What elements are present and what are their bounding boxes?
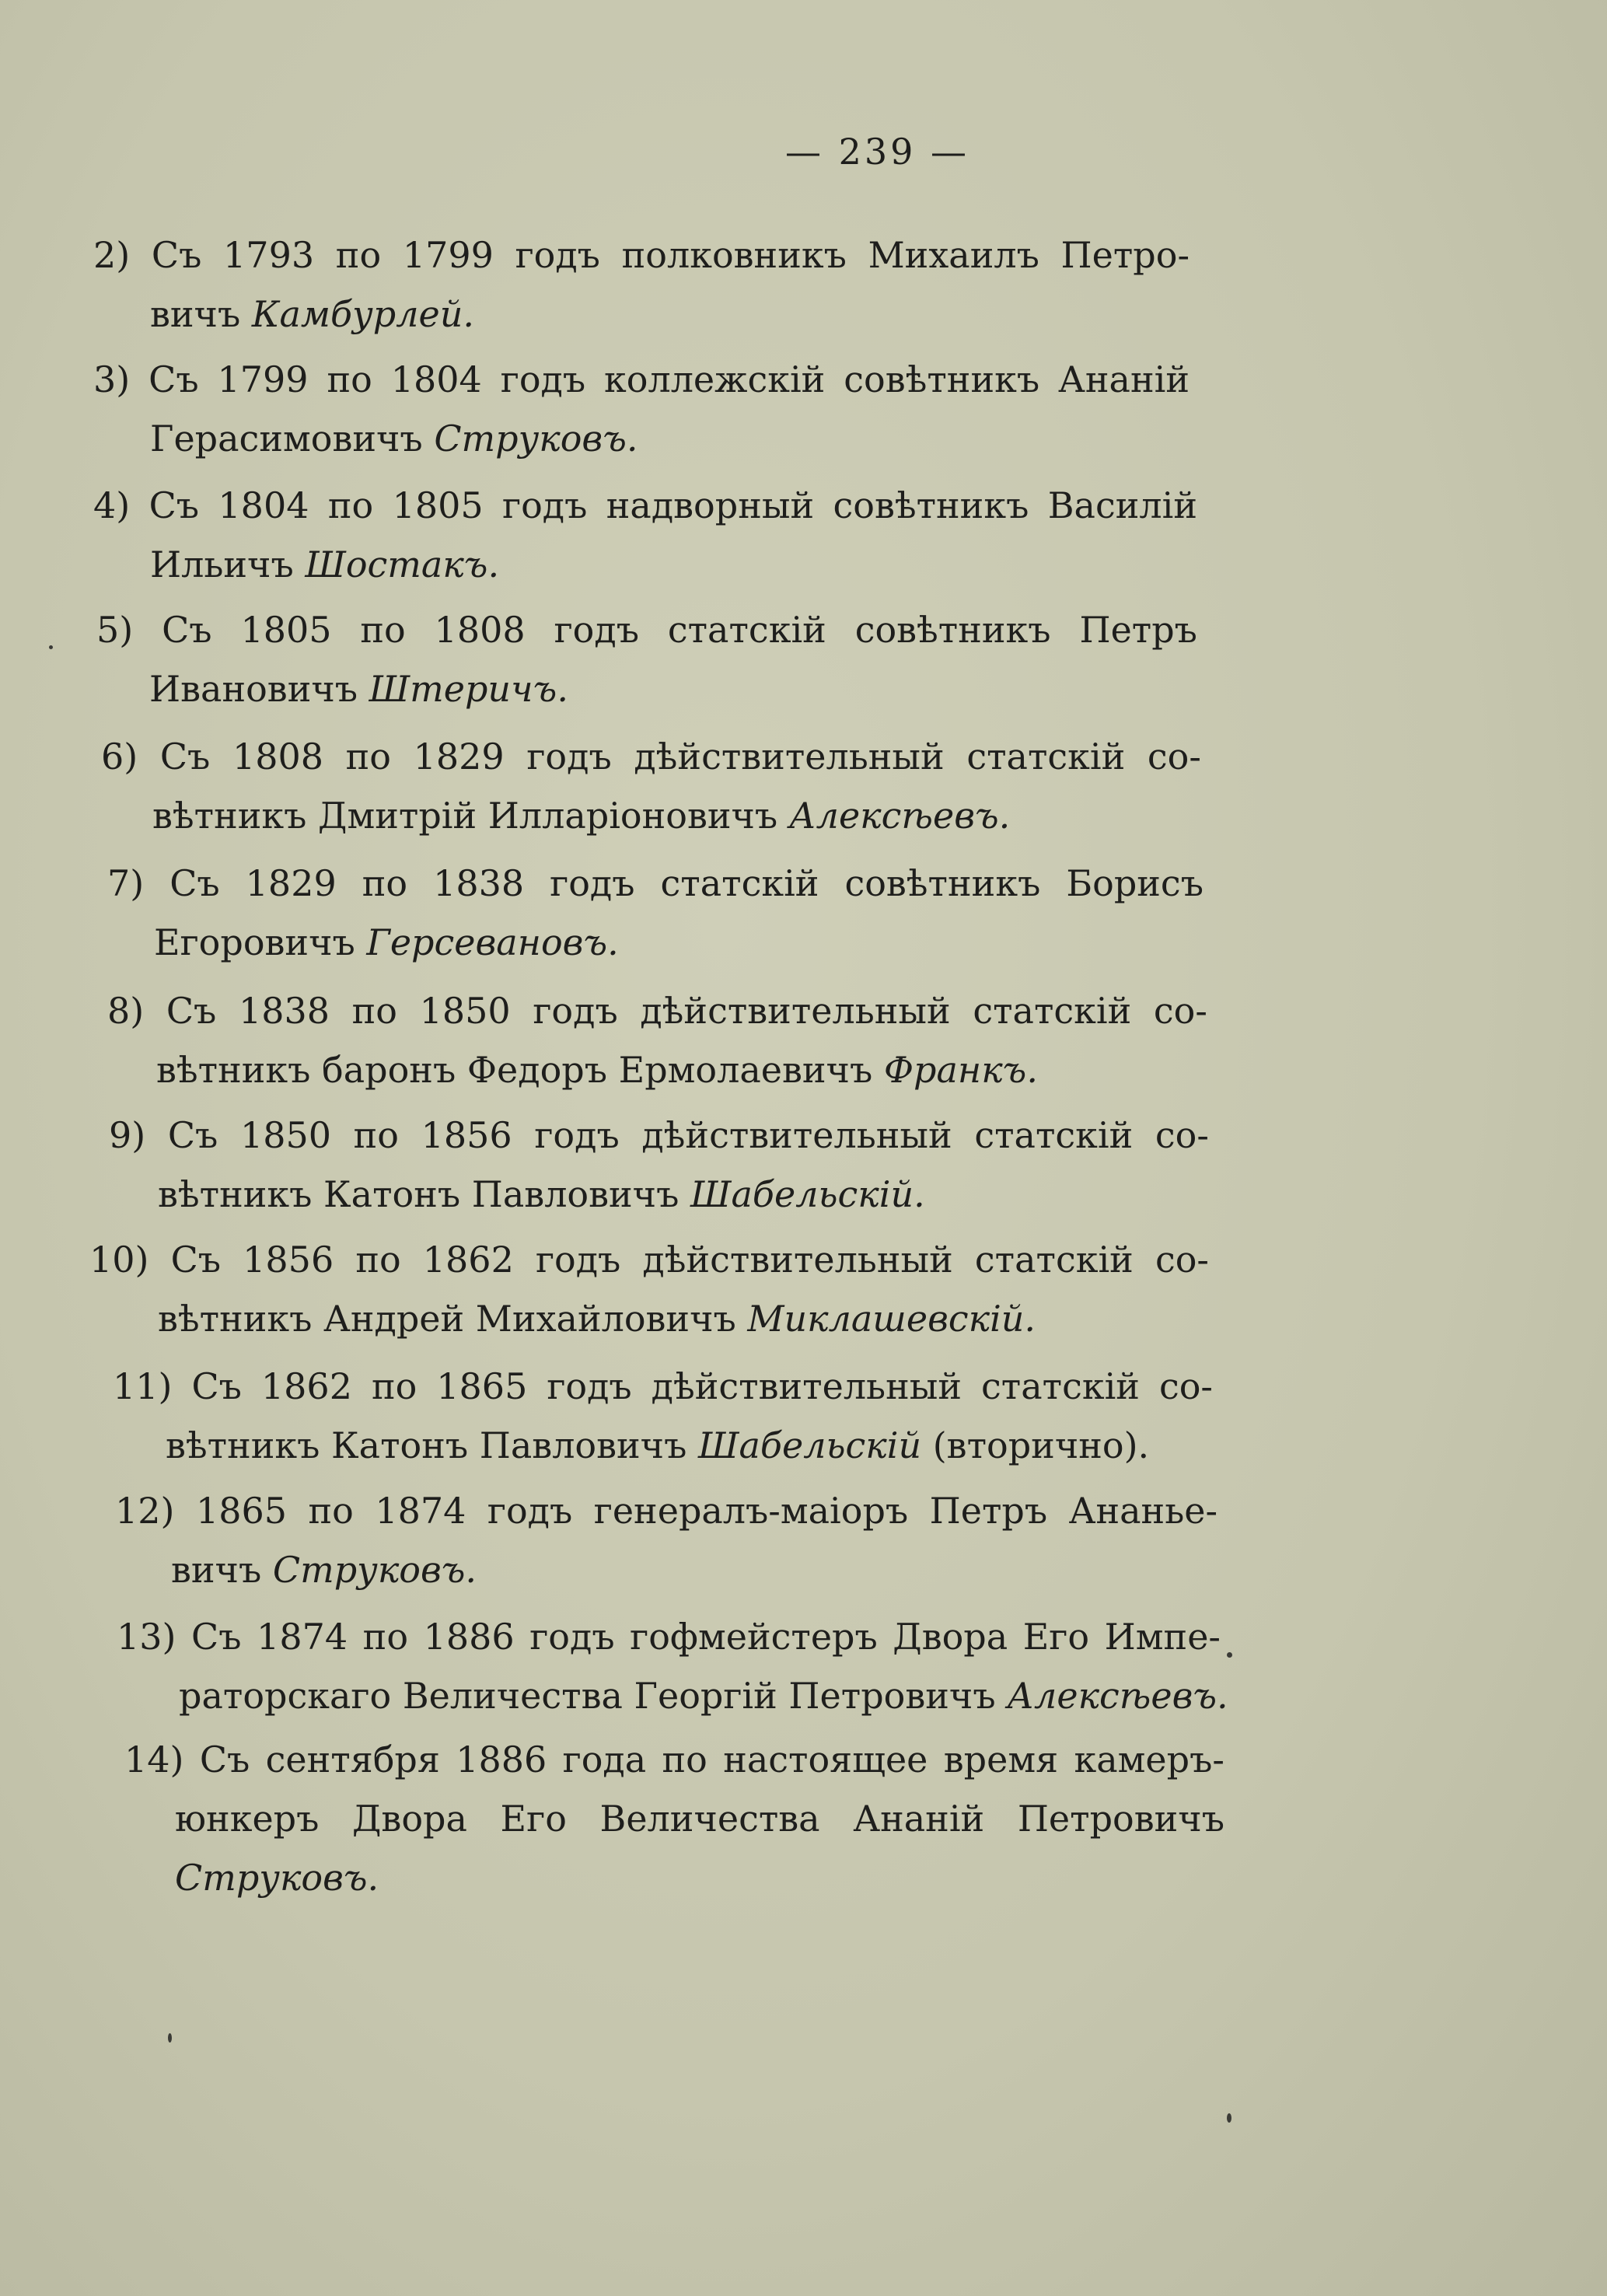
entry-word: камеръ- (1074, 1739, 1224, 1781)
person-surname: Шабельскій. (690, 1173, 925, 1215)
entry-second-line (117, 1666, 1228, 1725)
entry-word: дѣйствительный (651, 1365, 962, 1407)
entry-word: статскій (966, 736, 1126, 778)
entry-word: юнкеръ (175, 1798, 320, 1840)
entry-word: дѣйствительный (641, 1114, 952, 1156)
entry-second-line (93, 535, 1197, 594)
entry-word: Съ (191, 1365, 242, 1407)
entry-word: Петровичъ (1017, 1798, 1224, 1840)
page-header (0, 131, 1607, 185)
person-surname: Штеричъ. (369, 668, 568, 710)
entry-word: годъ (550, 862, 635, 904)
entry-number: 9) (109, 1114, 146, 1156)
entry-word: Петро- (1060, 234, 1190, 276)
entry-first-line (96, 600, 1197, 659)
entry-word: годъ (500, 358, 586, 400)
entry-word: годъ (515, 234, 600, 276)
entry-word: 1874 (375, 1490, 466, 1532)
entry-text: Ильичъ (150, 543, 294, 585)
entry-word: коллежскій (604, 358, 826, 400)
list-item (93, 350, 1190, 468)
list-item (101, 727, 1201, 845)
entry-second-line (101, 786, 1201, 845)
entry-first-line (93, 350, 1190, 409)
entry-second-line (96, 659, 1197, 718)
entry-word: Ананій (853, 1798, 985, 1840)
entry-word: 1865 (436, 1365, 528, 1407)
entry-word: Съ (162, 609, 212, 651)
person-surname: Алексѣевъ. (788, 795, 1011, 837)
entry-word: Съ (199, 1739, 250, 1781)
entry-word: по (308, 1490, 354, 1532)
entry-word: годъ (535, 1239, 621, 1281)
entry-number: 13) (117, 1616, 176, 1658)
entry-word: настоящее (723, 1739, 928, 1781)
person-surname: Герсевановъ. (366, 921, 619, 963)
entry-text: Егоровичъ (154, 921, 355, 963)
entry-word: 1856 (421, 1114, 512, 1156)
list-item (117, 1607, 1228, 1725)
entry-word: по (351, 990, 397, 1032)
entry-word: статскій (667, 609, 826, 651)
entry-second-line (115, 1540, 1217, 1599)
person-surname: Струковъ. (434, 418, 638, 460)
entry-word: 1829 (245, 862, 337, 904)
entry-word: Михаилъ (868, 234, 1039, 276)
entry-word: 1799 (402, 234, 494, 276)
entry-word: по (353, 1114, 399, 1156)
entry-text: вѣтникъ Дмитрій Илларіоновичъ (152, 795, 778, 837)
entry-word: дѣйствительный (640, 990, 951, 1032)
entry-word: со- (1147, 736, 1201, 778)
list-item (89, 1230, 1209, 1348)
entry-word: 1850 (239, 1114, 332, 1156)
entry-word: годъ (547, 1365, 632, 1407)
entry-first-line (113, 1357, 1213, 1416)
person-surname: Струковъ. (272, 1549, 477, 1591)
person-surname: Шабельскій (697, 1424, 922, 1466)
entry-word: надворный (606, 484, 815, 526)
person-surname: Миклашевскій. (747, 1298, 1036, 1340)
entry-word: статскій (660, 862, 819, 904)
entry-word: 1829 (413, 736, 505, 778)
list-item (109, 1106, 1209, 1224)
entry-word: Съ (191, 1616, 242, 1658)
list-item (96, 600, 1197, 718)
entry-word: 1865 (195, 1490, 288, 1532)
list-item (107, 981, 1207, 1099)
entry-second-line (107, 913, 1204, 972)
entry-word: годъ (502, 484, 588, 526)
entry-number: 3) (93, 358, 131, 400)
entry-text: вѣтникъ Катонъ Павловичъ (158, 1173, 679, 1215)
person-surname: Камбурлей. (251, 293, 475, 335)
entry-word: сентября (265, 1739, 440, 1781)
entry-word: статскій (974, 1239, 1134, 1281)
entry-word: Величества (599, 1798, 820, 1840)
entry-word: по (327, 484, 374, 526)
entry-number: 4) (93, 484, 131, 526)
entry-word: 1808 (232, 736, 324, 778)
list-item (93, 225, 1190, 344)
entry-word: годъ (526, 736, 612, 778)
entry-word: Двора (352, 1798, 467, 1840)
entry-text: вѣтникъ Андрей Михайловичъ (158, 1298, 736, 1340)
entry-word: статскій (981, 1365, 1140, 1407)
entry-text: вичъ (150, 293, 241, 335)
list-item (115, 1481, 1217, 1599)
entry-first-line (89, 1230, 1209, 1289)
ink-speck (1227, 1652, 1232, 1658)
entry-word: по (355, 1239, 401, 1281)
entry-second-line (113, 1416, 1213, 1475)
entry-second-line (93, 409, 1190, 468)
entry-first-line (117, 1607, 1221, 1666)
entry-first-line (107, 981, 1207, 1040)
entry-word: Ананій (1058, 358, 1190, 400)
entry-word: 1808 (434, 609, 526, 651)
entry-number: 11) (113, 1365, 173, 1407)
entry-word: по (362, 1616, 409, 1658)
entry-word: совѣтникъ (833, 484, 1029, 526)
entry-word: 1804 (218, 484, 309, 526)
entry-word: 1856 (243, 1239, 334, 1281)
entry-second-line (109, 1165, 1209, 1224)
entry-word: Василій (1047, 484, 1197, 526)
entry-word: Импе- (1104, 1616, 1221, 1658)
page-number: — 239 — (784, 131, 970, 173)
entry-number: 6) (101, 736, 138, 778)
entry-first-line (101, 727, 1201, 786)
entry-word: 1838 (433, 862, 525, 904)
entry-word: 1886 (456, 1739, 547, 1781)
entry-word: годъ (487, 1490, 573, 1532)
entry-word: Петръ (1079, 609, 1197, 651)
entry-second-line (124, 1789, 1224, 1848)
entry-word: по (327, 358, 372, 400)
entry-word: по (662, 1739, 707, 1781)
entry-text: раторскаго Величества Георгій Петровичъ (179, 1675, 996, 1717)
entry-word: по (360, 609, 406, 651)
entry-number: 12) (115, 1490, 175, 1532)
entry-word: 1862 (260, 1365, 352, 1407)
entry-text: Герасимовичъ (150, 418, 423, 460)
entry-word: полковникъ (621, 234, 847, 276)
entry-number: 5) (96, 609, 134, 651)
entry-word: 1862 (422, 1239, 514, 1281)
entry-text: вѣтникъ баронъ Федоръ Ермолаевичъ (156, 1049, 873, 1091)
ink-speck (1227, 2113, 1231, 2123)
entry-word: Петръ (929, 1490, 1048, 1532)
person-surname: Струковъ. (175, 1857, 379, 1899)
entry-text: Ивановичъ (149, 668, 358, 710)
entry-word: Съ (169, 862, 220, 904)
entry-word: 1850 (419, 990, 511, 1032)
ink-speck (168, 2033, 172, 2043)
entry-number: 8) (107, 990, 145, 1032)
entry-first-line (93, 225, 1190, 285)
entry-word: со- (1153, 990, 1207, 1032)
entry-number: 7) (107, 862, 145, 904)
entry-word: Съ (151, 234, 202, 276)
entry-word: статскій (973, 990, 1132, 1032)
entry-number: 10) (89, 1239, 149, 1281)
entry-word: 1886 (423, 1616, 515, 1658)
entry-text: вичъ (171, 1549, 262, 1591)
entry-first-line (109, 1106, 1209, 1165)
entry-word: со- (1155, 1114, 1209, 1156)
entry-first-line (115, 1481, 1217, 1540)
entry-word: Борисъ (1066, 862, 1204, 904)
entry-word: годъ (534, 1114, 620, 1156)
entry-number: 14) (124, 1739, 184, 1781)
entry-word: дѣйствительный (642, 1239, 953, 1281)
entry-word: Съ (148, 358, 199, 400)
entry-word: по (345, 736, 391, 778)
entry-word: 1805 (240, 609, 332, 651)
entry-word: по (362, 862, 408, 904)
entry-word: совѣтникъ (844, 358, 1040, 400)
entry-word: годъ (533, 990, 618, 1032)
person-surname: Алексѣевъ. (1007, 1675, 1228, 1717)
person-surname: Франкъ. (883, 1049, 1038, 1091)
entry-number: 2) (93, 234, 131, 276)
entry-word: дѣйствительный (634, 736, 945, 778)
entry-word: по (371, 1365, 417, 1407)
entry-word: Его (1022, 1616, 1090, 1658)
entry-word: 1804 (390, 358, 482, 400)
entry-second-line (89, 1289, 1209, 1348)
entry-word: Съ (170, 1239, 222, 1281)
ink-speck (49, 645, 53, 649)
entry-word: статскій (974, 1114, 1134, 1156)
entry-word: время (943, 1739, 1059, 1781)
entry-word: гофмейстеръ (630, 1616, 878, 1658)
entry-word: 1874 (257, 1616, 348, 1658)
entry-word: Съ (159, 736, 211, 778)
entry-first-line (93, 476, 1197, 535)
entry-note: (вторично). (932, 1424, 1150, 1466)
entry-word: со- (1158, 1365, 1213, 1407)
entry-first-line (124, 1730, 1224, 1789)
entry-word: Ананье- (1068, 1490, 1217, 1532)
entry-word: Съ (166, 990, 217, 1032)
entry-text: вѣтникъ Катонъ Павловичъ (166, 1424, 687, 1466)
entry-word: годъ (529, 1616, 615, 1658)
entry-word: совѣтникъ (844, 862, 1041, 904)
list-item (113, 1357, 1213, 1475)
entry-word: 1805 (392, 484, 484, 526)
entry-word: Двора (893, 1616, 1008, 1658)
list-item (124, 1730, 1224, 1907)
list-item (107, 854, 1204, 972)
entry-word: 1793 (223, 234, 315, 276)
entry-second-line (93, 285, 1190, 344)
entry-word: совѣтникъ (854, 609, 1051, 651)
entry-word: Его (500, 1798, 567, 1840)
entry-word: 1799 (217, 358, 309, 400)
person-surname: Шостакъ. (305, 543, 500, 585)
entry-word: Съ (167, 1114, 218, 1156)
list-item (93, 476, 1197, 594)
entry-third-line (124, 1848, 1224, 1907)
entry-word: 1838 (238, 990, 330, 1032)
entry-word: года (562, 1739, 647, 1781)
entry-word: годъ (554, 609, 639, 651)
entry-word: по (335, 234, 382, 276)
entry-word: генералъ-маіоръ (593, 1490, 909, 1532)
entry-first-line (107, 854, 1204, 913)
entry-second-line (107, 1040, 1207, 1099)
entry-word: Съ (148, 484, 200, 526)
entry-word: со- (1155, 1239, 1209, 1281)
